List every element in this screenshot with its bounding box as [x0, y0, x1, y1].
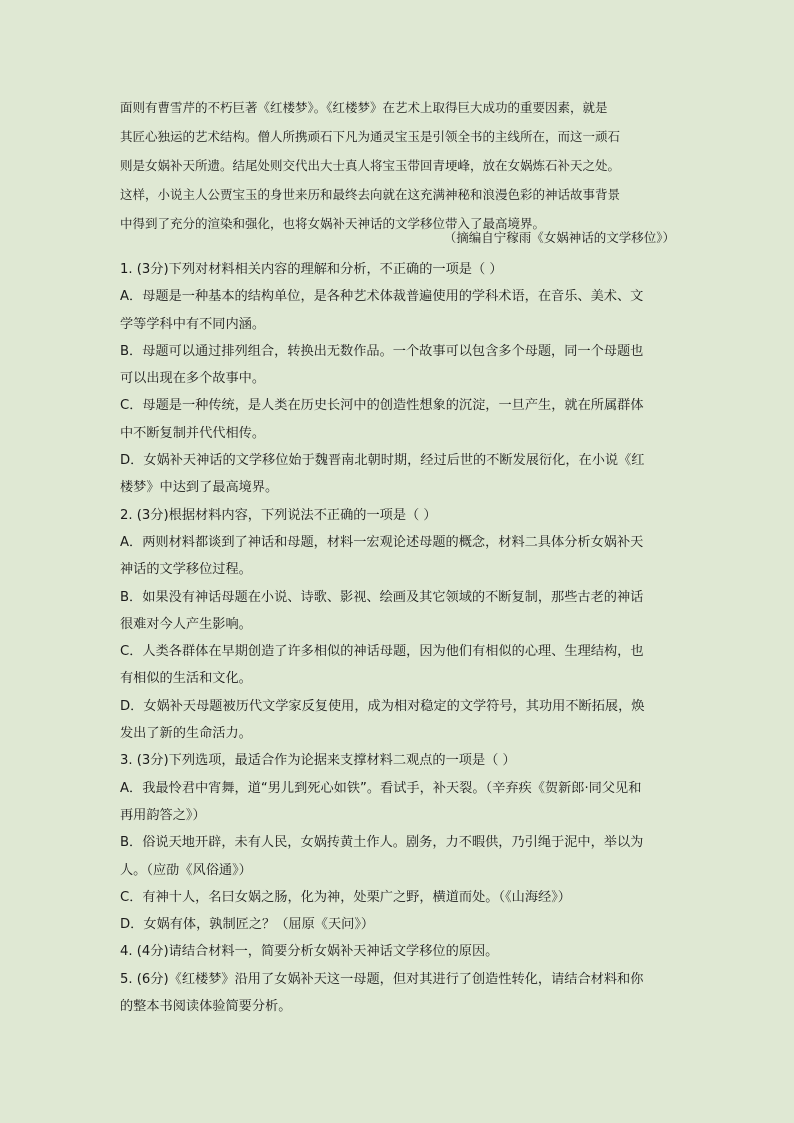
q1-option-b-cont: 可以出现在多个故事中。	[120, 371, 266, 387]
q1-option-a: A．母题是一种基本的结构单位，是各种艺术体裁普遍使用的学科术语，在音乐、美术、文	[120, 289, 644, 305]
q2-option-c-cont: 有相似的生活和文化。	[120, 671, 252, 687]
passage-source: （摘编自宁稼雨《女娲神话的文学移位》）	[443, 230, 675, 245]
q2-option-b-cont: 很难对今人产生影响。	[120, 616, 252, 632]
q1-option-d-cont: 楼梦》中达到了最高境界。	[120, 480, 279, 496]
q2-option-a: A．两则材料都谈到了神话和母题，材料一宏观论述母题的概念，材料二具体分析女娲补天	[120, 534, 644, 550]
passage-line: 其匠心独运的艺术结构。僧人所携顽石下凡为通灵宝玉是引领全书的主线所在，而这一顽石	[120, 129, 621, 144]
question-5-stem-cont: 的整本书阅读体验简要分析。	[120, 999, 292, 1015]
passage-line: 面则有曹雪芹的不朽巨著《红楼梦》。《红楼梦》在艺术上取得巨大成功的重要因素，就是	[120, 100, 608, 115]
q3-option-b-cont: 人。（应劭《风俗通》）	[120, 862, 252, 878]
q3-option-b: B．俗说天地开辟，未有人民，女娲抟黄土作人。剧务，力不暇供，乃引绳于泥中，举以为	[120, 835, 644, 851]
question-5-stem: 5. (6分)《红楼梦》沿用了女娲补天这一母题，但对其进行了创造性转化，请结合材料和你	[120, 971, 644, 987]
q3-option-d: D．女娲有体，孰制匠之？（屈原《天问》）	[120, 917, 375, 933]
q2-option-b: B．如果没有神话母题在小说、诗歌、影视、绘画及其它领域的不断复制，那些古老的神话	[120, 589, 644, 605]
q2-option-a-cont: 神话的文学移位过程。	[120, 562, 252, 578]
q3-option-a: A．我最怜君中宵舞，道“男儿到死心如铁”。看试手，补天裂。（辛弃疾《贺新郎·同父见和	[120, 780, 642, 796]
q3-option-c: C．有神十人，名曰女娲之肠，化为神，处栗广之野，横道而处。（《山海经》）	[120, 889, 571, 905]
q1-option-b: B．母题可以通过排列组合，转换出无数作品。一个故事可以包含多个母题，同一个母题也	[120, 343, 644, 359]
q1-option-d: D．女娲补天神话的文学移位始于魏晋南北朝时期，经过后世的不断发展衍化，在小说《红	[120, 453, 645, 469]
q2-option-c: C．人类各群体在早期创造了许多相似的神话母题，因为他们有相似的心理、生理结构，也	[120, 644, 644, 660]
passage-line: 则是女娲补天所遗。结尾处则交代出大士真人将宝玉带回青埂峰，放在女娲炼石补天之处。	[120, 158, 621, 173]
question-4-stem: 4. (4分)请结合材料一，简要分析女娲补天神话文学移位的原因。	[120, 944, 499, 960]
q2-option-d-cont: 发出了新的生命活力。	[120, 726, 252, 742]
q1-option-a-cont: 学等学科中有不同内涵。	[120, 316, 266, 332]
question-2-stem: 2. (3分)根据材料内容，下列说法不正确的一项是（ ）	[120, 507, 437, 523]
q3-option-a-cont: 再用韵答之》）	[120, 807, 206, 823]
question-3-stem: 3. (3分)下列选项，最适合作为论据来支撑材料二观点的一项是（ ）	[120, 753, 516, 769]
question-list	[120, 256, 680, 1020]
q2-option-d: D．女娲补天母题被历代文学家反复使用，成为相对稳定的文学符号，其功用不断拓展，焕	[120, 698, 645, 714]
q1-option-c-cont: 中不断复制并代代相传。	[120, 425, 266, 441]
passage-line: 中得到了充分的渲染和强化，也将女娲补天神话的文学移位带入了最高境界。	[120, 216, 546, 231]
q1-option-c: C．母题是一种传统，是人类在历史长河中的创造性想象的沉淀，一旦产生，就在所属群体	[120, 398, 644, 414]
passage-line: 这样，小说主人公贾宝玉的身世来历和最终去向就在这充满神秘和浪漫色彩的神话故事背景	[120, 187, 621, 202]
passage-text	[120, 93, 675, 238]
question-1-stem: 1. (3分)下列对材料相关内容的理解和分析，不正确的一项是（ ）	[120, 262, 503, 277]
